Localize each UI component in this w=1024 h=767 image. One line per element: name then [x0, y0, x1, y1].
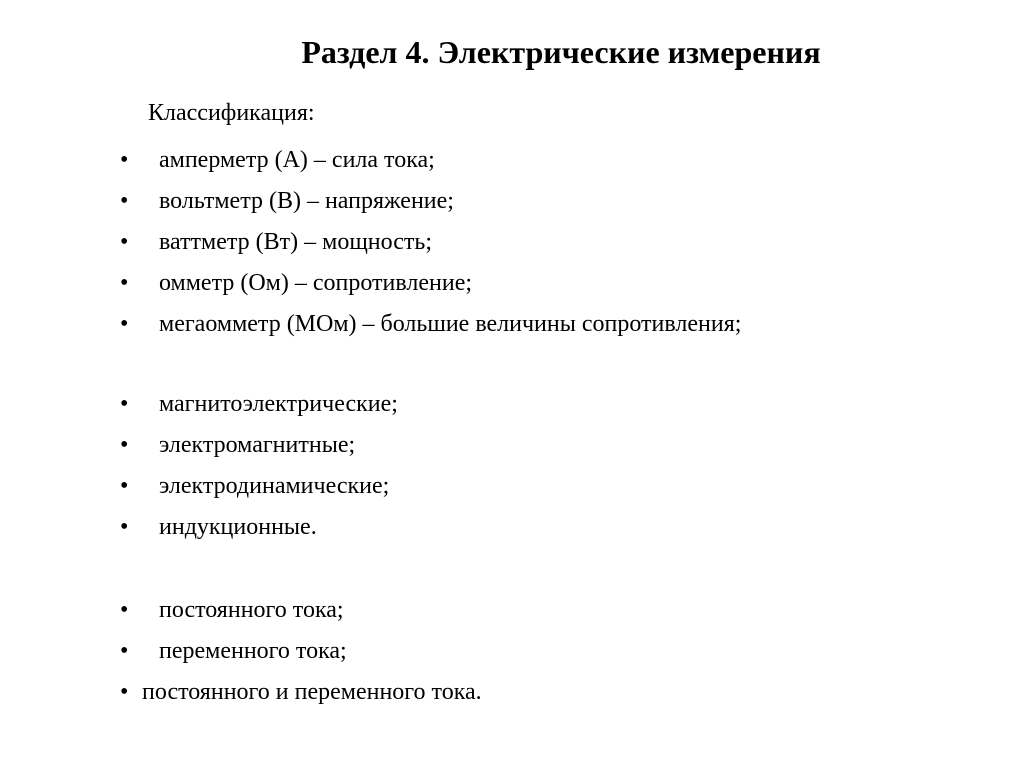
list-item-text: мегаомметр (МОм) – большие величины сопротивления; — [159, 311, 742, 337]
list-item-text: ваттметр (Вт) – мощность; — [159, 229, 432, 255]
bullet-icon: • — [120, 432, 129, 458]
bullet-icon: • — [120, 473, 129, 499]
bullet-icon: • — [120, 229, 129, 255]
bullet-icon: • — [120, 597, 129, 623]
list-item-text: вольтметр (В) – напряжение; — [159, 188, 454, 214]
list-item-text: переменного тока; — [159, 638, 347, 664]
list-item-text: амперметр (А) – сила тока; — [159, 147, 435, 173]
list-item-text: омметр (Ом) – сопротивление; — [159, 270, 473, 296]
bullet-icon: • — [120, 188, 129, 214]
list-item-text: постоянного и переменного тока. — [142, 679, 482, 705]
bullet-icon: • — [120, 270, 129, 296]
bullet-icon: • — [120, 147, 129, 173]
classification-heading: Классификация: — [148, 100, 315, 126]
list-item-text: магнитоэлектрические; — [159, 391, 398, 417]
bullet-icon: • — [120, 514, 129, 540]
list-item-text: электромагнитные; — [159, 432, 356, 458]
bullet-icon: • — [120, 679, 129, 705]
bullet-icon: • — [120, 638, 129, 664]
list-item-text: постоянного тока; — [159, 597, 344, 623]
list-item-text: электродинамические; — [159, 473, 390, 499]
page-title: Раздел 4. Электрические измерения — [301, 34, 821, 70]
list-item-text: индукционные. — [159, 514, 317, 540]
bullet-icon: • — [120, 311, 129, 337]
bullet-icon: • — [120, 391, 129, 417]
